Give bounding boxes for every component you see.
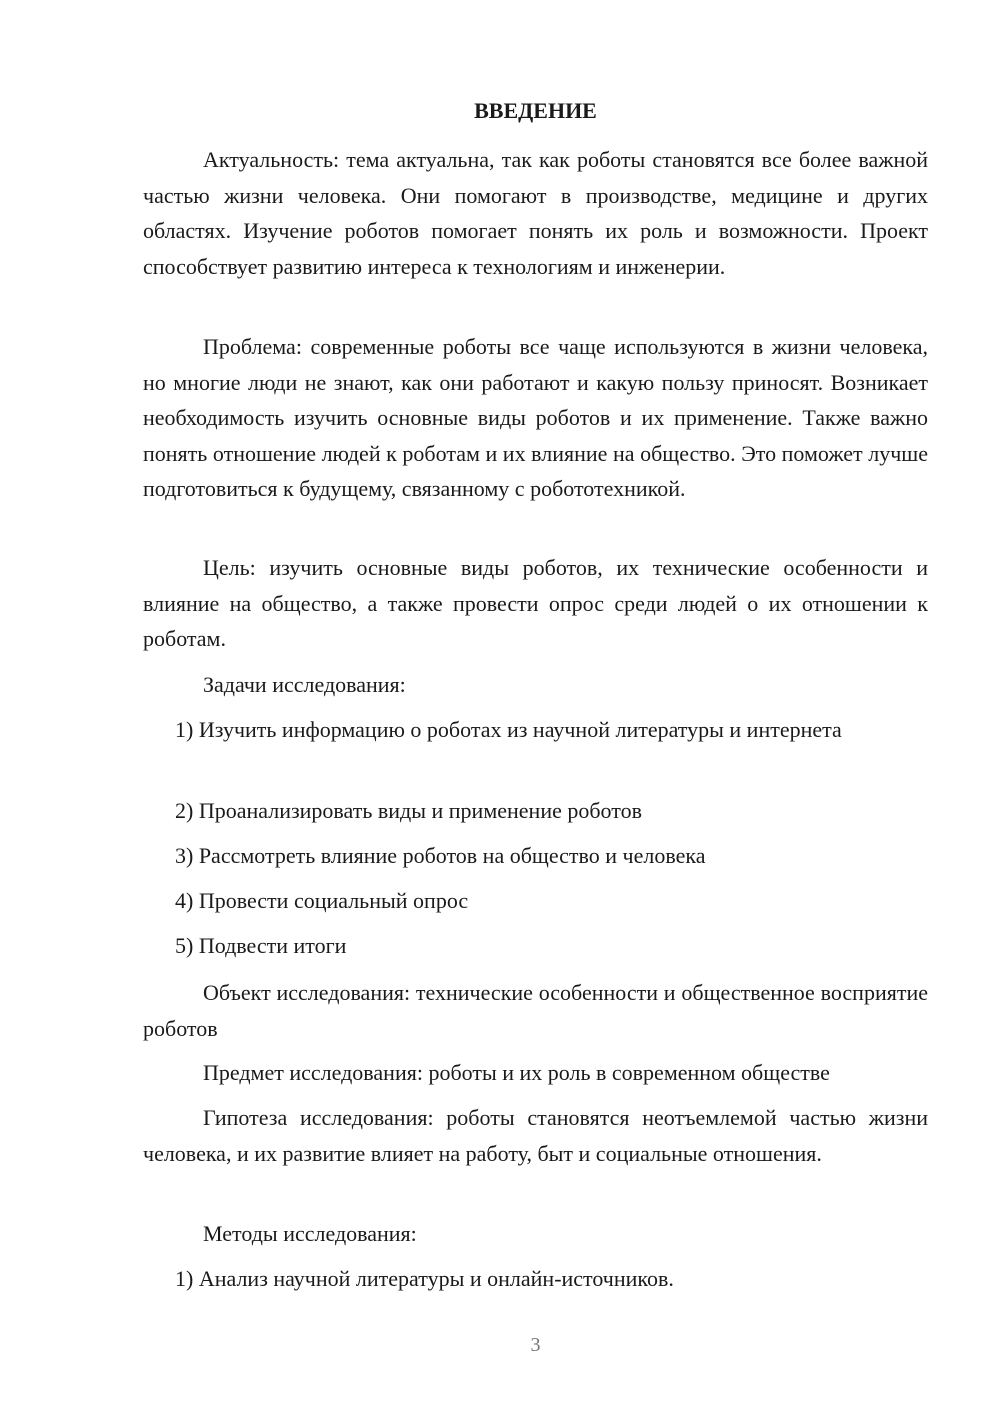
tasks-heading: Задачи исследования:	[203, 672, 406, 697]
hypothesis-paragraph: Гипотеза исследования: роботы становятся неотъемлемой частью жизни человека, и их развитие влияет на работу, быт и социальные отношения.	[143, 1105, 928, 1166]
task-item: 5) Подвести итоги	[175, 933, 347, 958]
subject-paragraph: Предмет исследования: роботы и их роль в современном обществе	[203, 1060, 830, 1085]
page-number: 3	[530, 1334, 541, 1356]
problem-paragraph: Проблема: современные роботы все чаще используются в жизни человека, но многие люди не знают, как они работают и какую пользу приносят. Возникает необходимость изучить основные виды роботов и их применение. Также важно понять отношение людей к роботам и их влияние на общество. Это поможет лучше подготовиться к будущему, связанному с робототехникой.	[143, 334, 928, 501]
task-item: 2) Проанализировать виды и применение роботов	[175, 798, 642, 823]
task-item: 4) Провести социальный опрос	[175, 888, 469, 913]
task-item: 1) Изучить информацию о роботах из научной литературы и интернета	[175, 717, 842, 742]
document-page	[143, 0, 928, 1414]
task-item: 3) Рассмотреть влияние роботов на общество и человека	[175, 843, 706, 868]
relevance-paragraph: Актуальность: тема актуальна, так как роботы становятся все более важной частью жизни человека. Они помогают в производстве, медицине и других областях. Изучение роботов помогает понять их роль и возможности. Проект способствует развитию интереса к технологиям и инженерии.	[143, 147, 928, 279]
methods-heading: Методы исследования:	[203, 1221, 417, 1246]
section-title: ВВЕДЕНИЕ	[474, 98, 597, 123]
goal-paragraph: Цель: изучить основные виды роботов, их технические особенности и влияние на общество, а также провести опрос среди людей о их отношении к роботам.	[143, 555, 928, 651]
method-item: 1) Анализ научной литературы и онлайн-источников.	[175, 1266, 674, 1291]
object-paragraph: Объект исследования: технические особенности и общественное восприятие роботов	[143, 980, 928, 1041]
